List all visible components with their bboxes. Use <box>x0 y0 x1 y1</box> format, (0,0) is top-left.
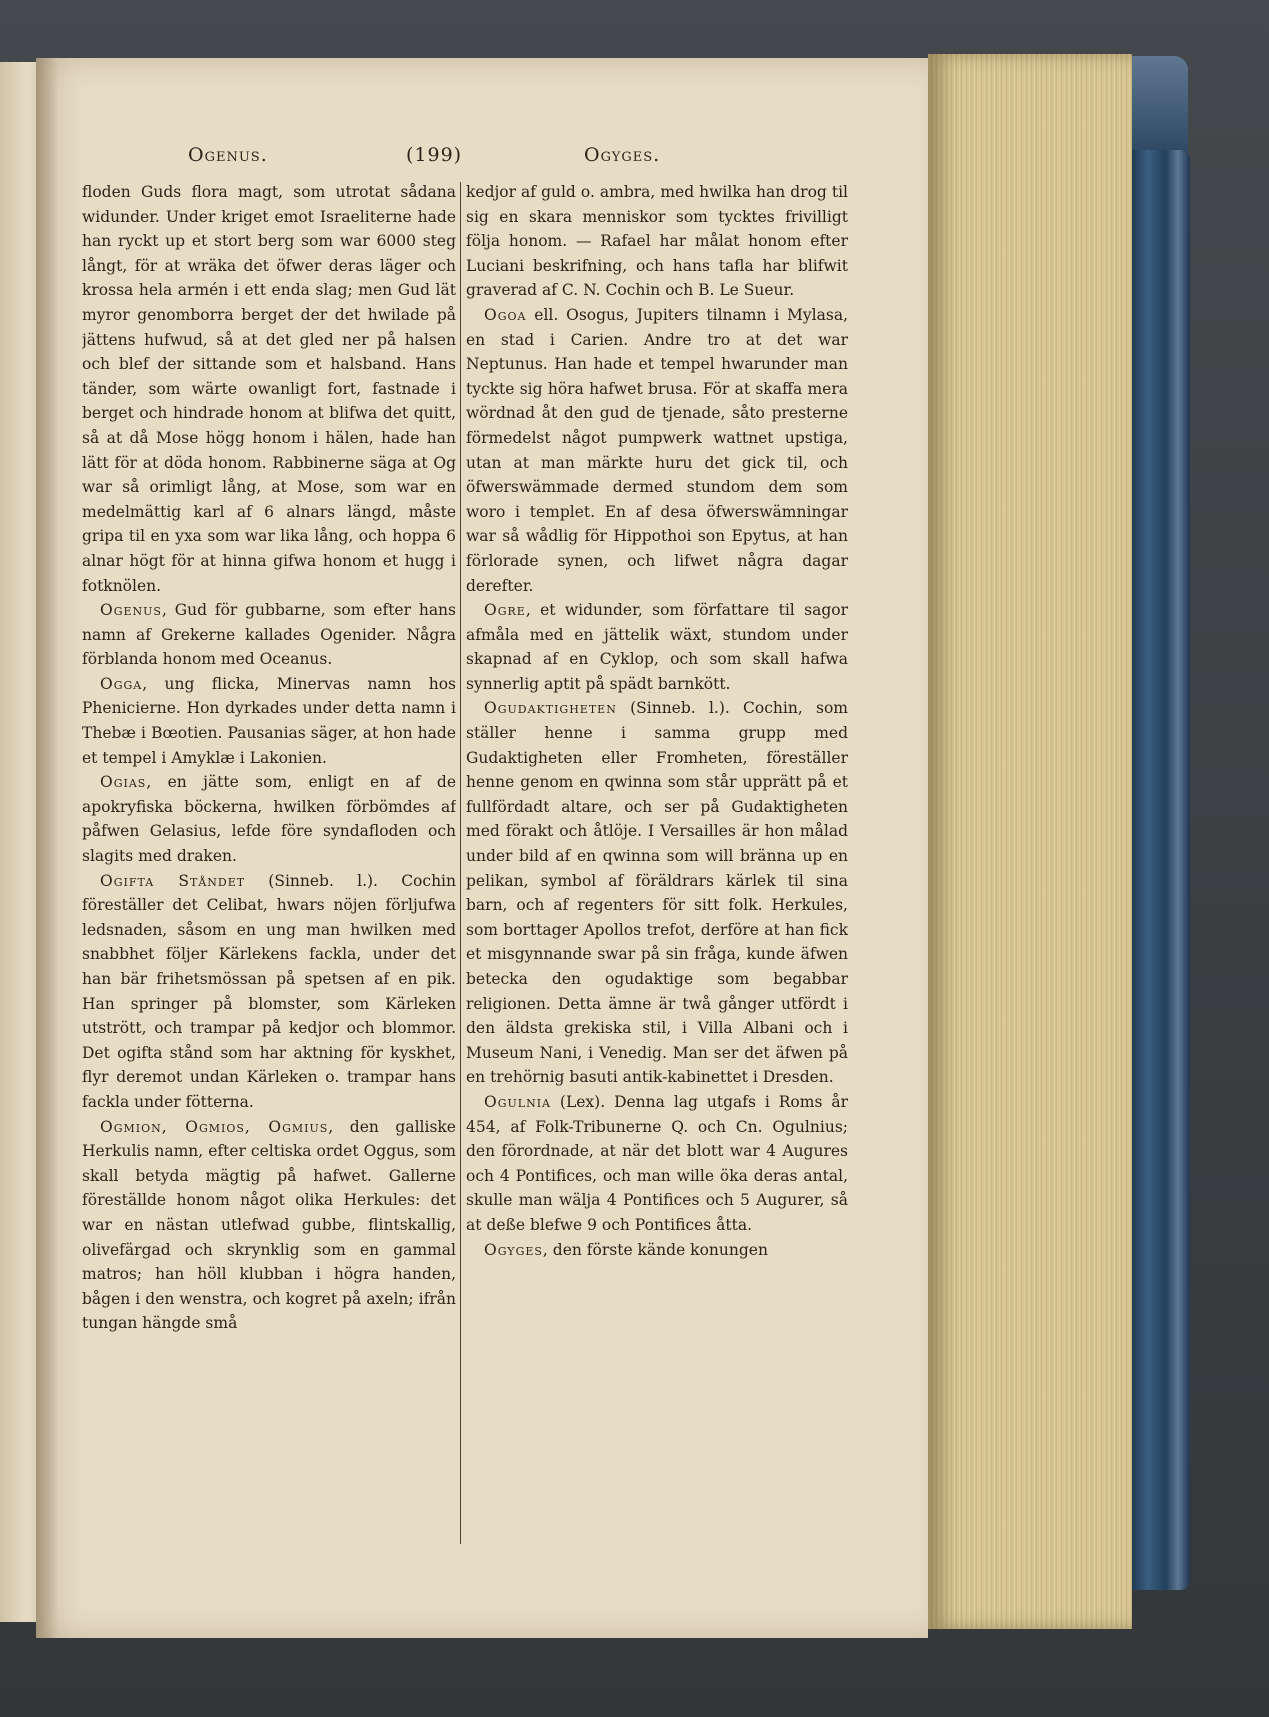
entry-text: kedjor af guld o. ambra, med hwilka han drog til sig en skara menniskor som tycktes frivilligt följa honom. — Rafael har målat honom efter Luciani beskrifning, och hans tafla har blifwit graverad af C. N. Cochin och B. Le Sueur. <box>466 183 848 300</box>
gutter-shadow <box>36 58 58 1638</box>
entry-headword: Ogyges <box>484 1240 543 1259</box>
column-divider <box>460 182 461 1544</box>
entry-text: , en jätte som, enligt en af de apokryfiska böckerna, hwilken förbömdes af påfwen Gelasius, lefde före syndafloden och slagits med draken. <box>82 773 456 866</box>
entry-headword: Ogre <box>484 601 526 620</box>
entry-text: (Sinneb. l.). Cochin, som ställer henne i samma grupp med Gudaktigheten eller Fromheten, föreställer henne genom en qwinna som står upprätt på et fullfördadt altare, och ser på Gudaktigheten med förakt och åtlöje. I Versailles är hon målad under bild af en qwinna som will bränna up en pelikan, symbol af föräldrars kärlek til sina barn, och af regenters för sitt folk. Herkules, som borttager Apollos trefot, derföre at han fick et misgynnande swar på sin fråga, kunde äfwen betecka den ogudaktige som begabbar religionen. Detta ämne är twå gånger utfördt i den äldsta grekiska stil, i Villa Albani och i Museum Nani, i Venedig. Man ser det äfwen på en trehörnig basuti antik-kabinettet i Dresden. <box>466 699 848 1087</box>
entry-text: ell. Osogus, Jupiters tilnamn i Mylasa, en stad i Carien. Andre tro at det war Neptunus. Han hade et tempel hwarunder man tyckte sig höra hafwet brusa. För at skaffa mera wördnad åt den gud de tjenade, såto presterne förmedelst något pumpwerk wattnet upstiga, utan at man märkte huru det gick til, och öfwerswämmade dermed stundom dem som woro i templet. En af desa öfwerswämningar war så wådlig för Hippothoi son Epytus, at han förlorade synen, och lifwet några dagar derefter. <box>466 305 848 595</box>
book-page <box>36 58 928 1638</box>
left-column <box>82 180 456 1540</box>
entry <box>466 303 848 598</box>
entry <box>82 672 456 770</box>
entry-text: , Gud för gubbarne, som efter hans namn af Grekerne kallades Ogenider. Några förblanda honom med Oceanus. <box>82 601 456 669</box>
entry <box>82 598 456 672</box>
entry-text: (Lex). Denna lag utgafs i Roms år 454, af Folk-Tribunerne Q. och Cn. Ogulnius; den förordnade, at när det blott war 4 Augures och 4 Pontifices, och man wille öka deras antal, skulle man wälja 4 Pontifices och 5 Augurer, så at deße blefwe 9 och Pontifices åtta. <box>466 1092 848 1234</box>
entry-headword: Ogmion, Ogmios, Ogmius <box>100 1117 329 1136</box>
entry <box>82 770 456 868</box>
entry <box>466 1090 848 1238</box>
entry-headword: Ogenus <box>100 601 162 620</box>
entry <box>466 180 848 303</box>
entry <box>466 1238 848 1263</box>
entry-headword: Ogulnia <box>484 1092 551 1111</box>
entry <box>466 598 848 696</box>
entry-headword: Ogifta Ståndet <box>100 871 246 890</box>
entry-headword: Ogoa <box>484 305 527 324</box>
page-number: (199) <box>406 144 463 166</box>
entry-text: , den förste kände konungen <box>542 1240 768 1259</box>
entry-headword: Ogudaktigheten <box>484 699 617 718</box>
entry-text: (Sinneb. l.). Cochin föreställer det Celibat, hwars nöjen förljufwa ledsnaden, såsom en ung man hwilken med snabbhet följer Kärlekens fackla, under det han bär frihetsmössan på spetsen af en pik. Han springer på blomster, som Kärleken utstrött, och trampar på kedjor och blommor. Det ogifta stånd som har aktning för kyskhet, flyr deremot undan Kärleken o. trampar hans fackla under fötterna. <box>82 871 456 1111</box>
running-head-left: Ogenus. <box>188 144 268 166</box>
entry-text: , ung flicka, Minervas namn hos Phenicierne. Hon dyrkades under detta namn i Thebæ i Bœotien. Pausanias säger, at hon hade et tempel i Amyklæ i Lakonien. <box>82 674 456 767</box>
right-column <box>466 180 848 1540</box>
entry <box>466 696 848 1090</box>
entry <box>82 1115 456 1336</box>
book-cover-board <box>1130 150 1190 1590</box>
running-head <box>36 144 928 178</box>
entry-text: floden Guds flora magt, som utrotat sådana widunder. Under kriget emot Israeliterne hade han ryckt up et stort berg som war 6000 steg långt, för at wräka det öfwer deras läger och krossa hela armén i ett enda slag; men Gud lät myror genomborra berget der det hwilade på jättens hufwud, så at det gled ner på halsen och blef der sittande som et halsband. Hans tänder, som wärte owanligt fort, fastnade i berget och hindrade honom at blifwa det quitt, så at då Mose högg honom i hälen, hade han lätt för at döda honom. Rabbinerne säga at Og war så orimligt lång, at Mose, som war en medelmättig karl af 6 alnars längd, måste gripa til en yxa som war lika lång, och hoppa 6 alnar högt för at hinna gifwa honom et hugg i fotknölen. <box>82 183 456 595</box>
entry <box>82 180 456 598</box>
entry-headword: Ogias <box>100 773 147 792</box>
entry <box>82 869 456 1115</box>
page-block-edge <box>928 54 1132 1629</box>
running-head-right: Ogyges. <box>584 144 661 166</box>
entry-headword: Ogga <box>100 674 143 693</box>
entry-text: , den galliske Herkulis namn, efter celtiska ordet Oggus, som skall betyda mägtig på hafwet. Gallerne föreställde honom något olika Herkules: det war en nästan utlefwad gubbe, flintskallig, olivefärgad och skrynklig som en gammal matros; han höll klubban i högra handen, bågen i den wenstra, och kogret på axeln; ifrån tungan hängde små <box>82 1117 456 1333</box>
entry-text: , et widunder, som författare til sagor afmåla med en jättelik wäxt, stundom under skapnad af en Cyklop, och som skall hafwa synnerlig aptit på spädt barnkött. <box>466 601 848 693</box>
